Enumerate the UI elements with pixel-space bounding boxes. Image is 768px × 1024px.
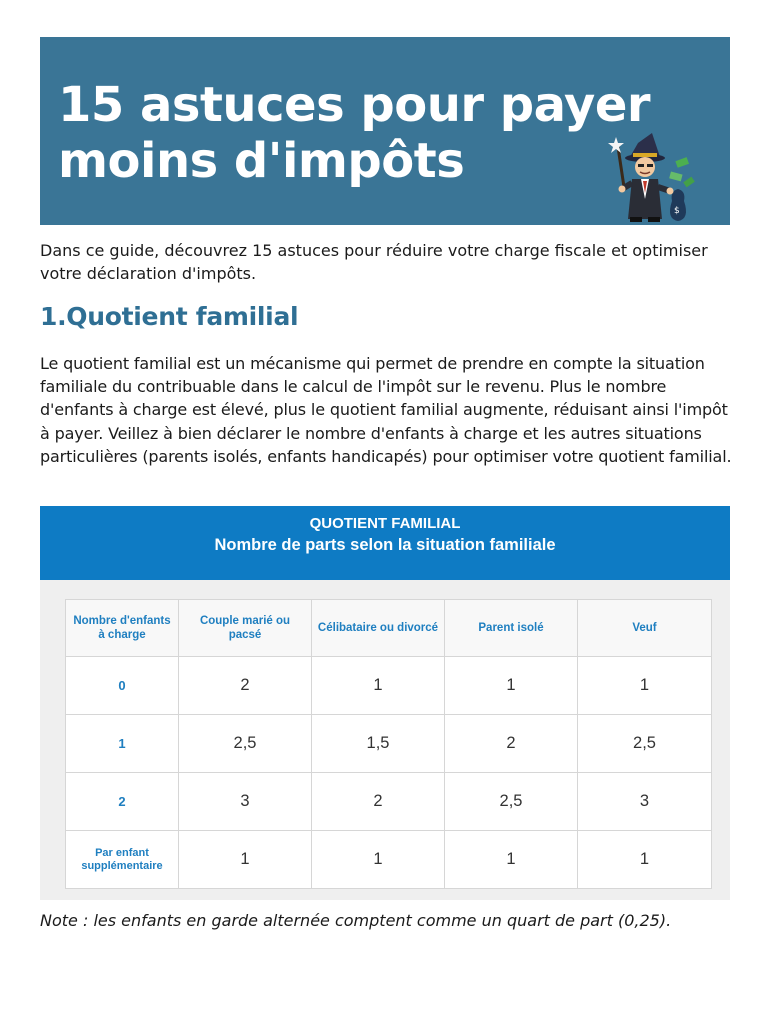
table-cell: 2: [179, 657, 312, 715]
column-header: Nombre d'enfants à charge: [66, 600, 179, 657]
title-line-1: 15 astuces pour payer: [58, 77, 651, 133]
page-title: [58, 77, 650, 189]
table-row: [66, 773, 712, 831]
title-line-2: moins d'impôts: [58, 133, 465, 189]
table-cell: 1: [578, 831, 712, 889]
row-header: 2: [66, 773, 179, 831]
table-cell: 1: [445, 831, 578, 889]
table-cell: 1,5: [312, 715, 445, 773]
table-row: [66, 657, 712, 715]
table-note: Note : les enfants en garde alternée comptent comme un quart de part (0,25).: [40, 911, 672, 930]
table-panel: [40, 580, 730, 900]
table-row: [66, 831, 712, 889]
table-cell: 2: [312, 773, 445, 831]
table-subtitle: Nombre de parts selon la situation familiale: [214, 536, 556, 554]
table-row: [66, 715, 712, 773]
table-banner: [40, 506, 730, 580]
table-cell: 3: [578, 773, 712, 831]
svg-text:$: $: [674, 206, 680, 216]
section-paragraph: Le quotient familial est un mécanisme qui permet de prendre en compte la situation familiale du contribuable dans le calcul de l'impôt sur le revenu. Plus le nombre d'enfants à charge est élevé, plus le quotient familial augmente, réduisant ainsi l'impôt à payer. Veillez à bien déclarer le nombre d'enfants à charge et les autres situations particulières (parents isolés, enfants handicapés) pour optimiser votre quotient familial.: [40, 354, 732, 466]
table-cell: 1: [578, 657, 712, 715]
column-header: Célibataire ou divorcé: [312, 600, 445, 657]
wizard-with-money-bag-icon: [600, 129, 700, 225]
table-cell: 1: [312, 657, 445, 715]
table-cell: 2,5: [179, 715, 312, 773]
section-title: 1.Quotient familial: [40, 302, 299, 331]
column-header: Veuf: [578, 600, 712, 657]
row-header: 0: [66, 657, 179, 715]
row-header: 1: [66, 715, 179, 773]
table-cell: 2,5: [578, 715, 712, 773]
table-cell: 2,5: [445, 773, 578, 831]
table-cell: 1: [312, 831, 445, 889]
column-header: Couple marié ou pacsé: [179, 600, 312, 657]
table-title: QUOTIENT FAMILIAL: [309, 515, 461, 532]
table-cell: 1: [179, 831, 312, 889]
table-header-row: [66, 600, 712, 657]
table-cell: 1: [445, 657, 578, 715]
table-cell: 3: [179, 773, 312, 831]
row-header: Par enfant supplémentaire: [66, 831, 179, 889]
quotient-table: [65, 599, 712, 889]
table-cell: 2: [445, 715, 578, 773]
title-banner: [40, 37, 730, 225]
column-header: Parent isolé: [445, 600, 578, 657]
intro-text: Dans ce guide, découvrez 15 astuces pour réduire votre charge fiscale et optimiser votre déclaration d'impôts.: [40, 241, 708, 283]
